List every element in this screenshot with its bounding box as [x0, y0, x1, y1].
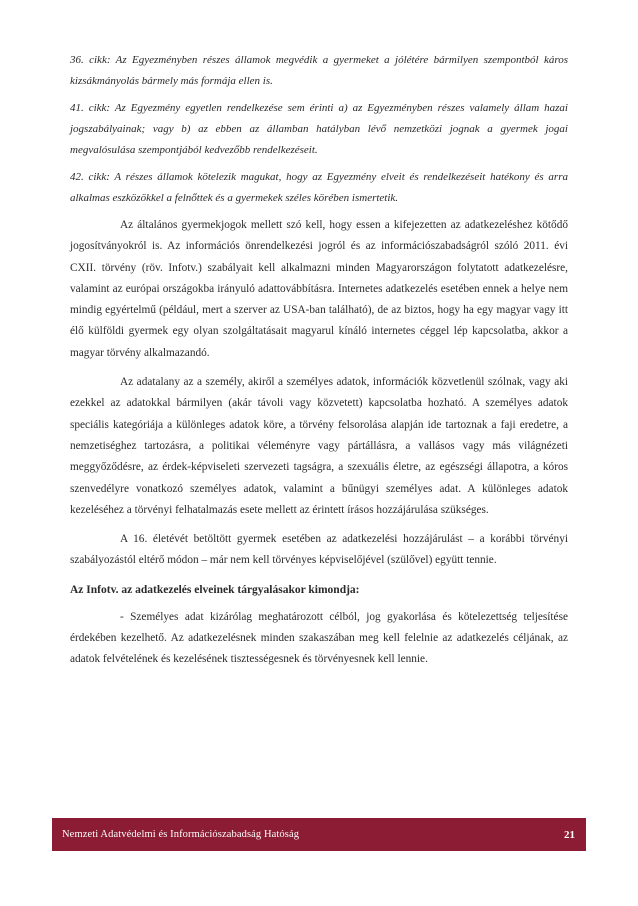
- paragraph-data-subject: Az adatalany az a személy, akiről a személyes adatok, információk közvetlenül szólnak, vagy aki ezekkel az adatokkal bármilyen (akár távoli vagy közvetett) kapcsolatba hozható. A személyes adatok speciális kategóriája a különleges adatok köre, a törvény felsorolása alapján ide tartoznak a faji eredetre, a nemzetiséghez tartozásra, a politikai véleményre vagy pártállásra, a vallásos vagy más világnézeti meggyőződésre, az érdek-képviseleti szervezeti tagságra, a szexuális életre, az egészségi állapotra, a kóros szenvedélyre vonatkozó személyes adatok, valamint a bűnügyi személyes adat. A különleges adatok kezeléséhez a törvényi felhatalmazás esete mellett az érintett írásos hozzájárulása szükséges.: [70, 376, 568, 516]
- page-footer: [52, 818, 586, 851]
- paragraph-principle: - Személyes adat kizárólag meghatározott célból, jog gyakorlása és kötelezettség teljesítése érdekében kezelhető. Az adatkezelésnek minden szakaszában meg kell felelnie az adatkezelés céljának, az adatok felvételének és kezelésének tisztességesnek és törvényesnek kell lennie.: [70, 610, 568, 666]
- quote-article-42: 42. cikk: A részes államok kötelezik magukat, hogy az Egyezmény elveit és rendelkezéseit hatékony és arra alkalmas eszközökkel a felnőttek és a gyermekek széles körében ismertetik.: [70, 171, 568, 204]
- paragraph-age-16: A 16. életévét betöltött gyermek esetében az adatkezelési hozzájárulást – a korábbi törvényi szabályozástól eltérő módon – már nem kell törvényes képviselőjével (szülővel) együtt tennie.: [70, 533, 568, 567]
- section-heading: Az Infotv. az adatkezelés elveinek tárgyalásakor kimondja:: [70, 583, 360, 596]
- quote-article-41: 41. cikk: Az Egyezmény egyetlen rendelkezése sem érinti a) az Egyezményben részes valamely állam hazai jogszabályainak; vagy b) az ebben az államban hatályban lévő nemzetközi jognak a gyermek jogai megvalósulása szempontjából kedvezőbb rendelkezéseit.: [70, 102, 568, 156]
- page-body: [70, 50, 568, 679]
- paragraph-general-rights: Az általános gyermekjogok mellett szó kell, hogy essen a kifejezetten az adatkezeléshez kötődő jogosítványokról is. Az információs önrendelkezési jogról és az információszabadságról szóló 2011. évi CXII. törvény (röv. Infotv.) szabályait kell alkalmazni minden Magyarországon folytatott adatkezelésre, valamint az európai országokba irányuló adattovábbításra. Internetes adatkezelés esetében ennek a helye nem mindig egyértelmű (például, mert a szerver az USA-ban található), de az biztos, hogy ha egy magyar vagy itt élő külföldi gyermek egy olyan szolgáltatásait magyarul kínáló internetes céggel lép kapcsolatba, akkor a magyar törvény alkalmazandó.: [70, 219, 568, 359]
- footer-organization: Nemzeti Adatvédelmi és Információszabadság Hatóság: [62, 829, 300, 840]
- page-number: 21: [564, 828, 575, 841]
- quote-article-36: 36. cikk: Az Egyezményben részes államok megvédik a gyermeket a jólétére bármilyen szempontból káros kizsákmányolás bármely más formája ellen is.: [70, 54, 568, 87]
